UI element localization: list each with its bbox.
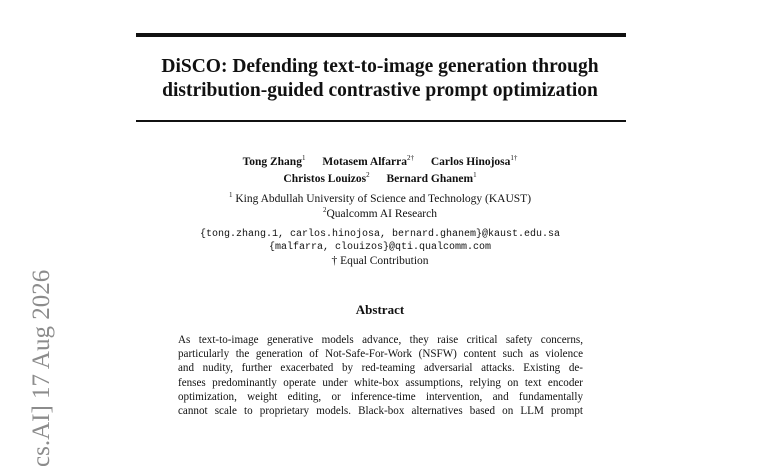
- author: Carlos Hinojosa$^{1\dagger}$: [430, 154, 518, 168]
- author-mark: 1: [473, 171, 477, 180]
- abstract-line: As text-to-image generative models advance, they raise critical safety concerns,: [178, 334, 583, 346]
- author-emails: [160, 228, 600, 254]
- abstract-line: cannot scale to proprietary models. Black-box alternatives based on LLM prompt: [178, 405, 583, 418]
- author-line-2: [160, 171, 600, 188]
- affiliation: $^1$ King Abdullah University of Science and Technology (KAUST): [228, 191, 532, 205]
- email-line: {tong.zhang.1, carlos.hinojosa, bernard.ghanem}@kaust.edu.sa: [199, 229, 561, 240]
- abstract-line: and nudity, further exacerbated by red-teaming adversarial attacks. Existing de-: [178, 362, 583, 375]
- author-list: [160, 154, 600, 188]
- affiliation: $^2$Qualcomm AI Research: [323, 206, 437, 220]
- arxiv-stamp: cs.AI] 17 Aug 2026: [28, 269, 55, 467]
- title-top-rule: [136, 33, 626, 37]
- author-mark: 1: [301, 154, 306, 163]
- title-bottom-rule: [136, 120, 626, 122]
- abstract-line: particularly the generation of Not-Safe-For-Work (NSFW) content such as violence: [178, 348, 583, 361]
- author: Christos Louizos$^2$: [283, 171, 370, 185]
- author-mark: 2: [366, 171, 370, 180]
- title-line-2: distribution-guided contrastive prompt optimization: [162, 80, 598, 101]
- email-line: {malfarra, clouizos}@qti.qualcomm.com: [268, 242, 492, 253]
- equal-contribution-note: † Equal Contribution: [331, 255, 429, 267]
- author-mark: 1†: [510, 154, 518, 163]
- affiliations: [160, 192, 600, 222]
- abstract-body: [178, 333, 583, 418]
- paper-title: [120, 55, 640, 103]
- abstract-line: fenses predominantly operate under white-box assumptions, relying on text encoder: [178, 376, 583, 389]
- author-mark: 2†: [406, 154, 414, 163]
- author: Bernard Ghanem$^1$: [386, 171, 477, 185]
- abstract-line: optimization, weight editing, or inference-time intervention, and fundamentally: [178, 390, 583, 403]
- author-line-1: [160, 154, 600, 171]
- abstract-heading: Abstract: [355, 302, 405, 317]
- author: Motasem Alfarra$^{2\dagger}$: [322, 154, 414, 168]
- author: Tong Zhang$^1$: [242, 154, 306, 168]
- title-line-1: DiSCO: Defending text-to-image generation through: [161, 56, 599, 77]
